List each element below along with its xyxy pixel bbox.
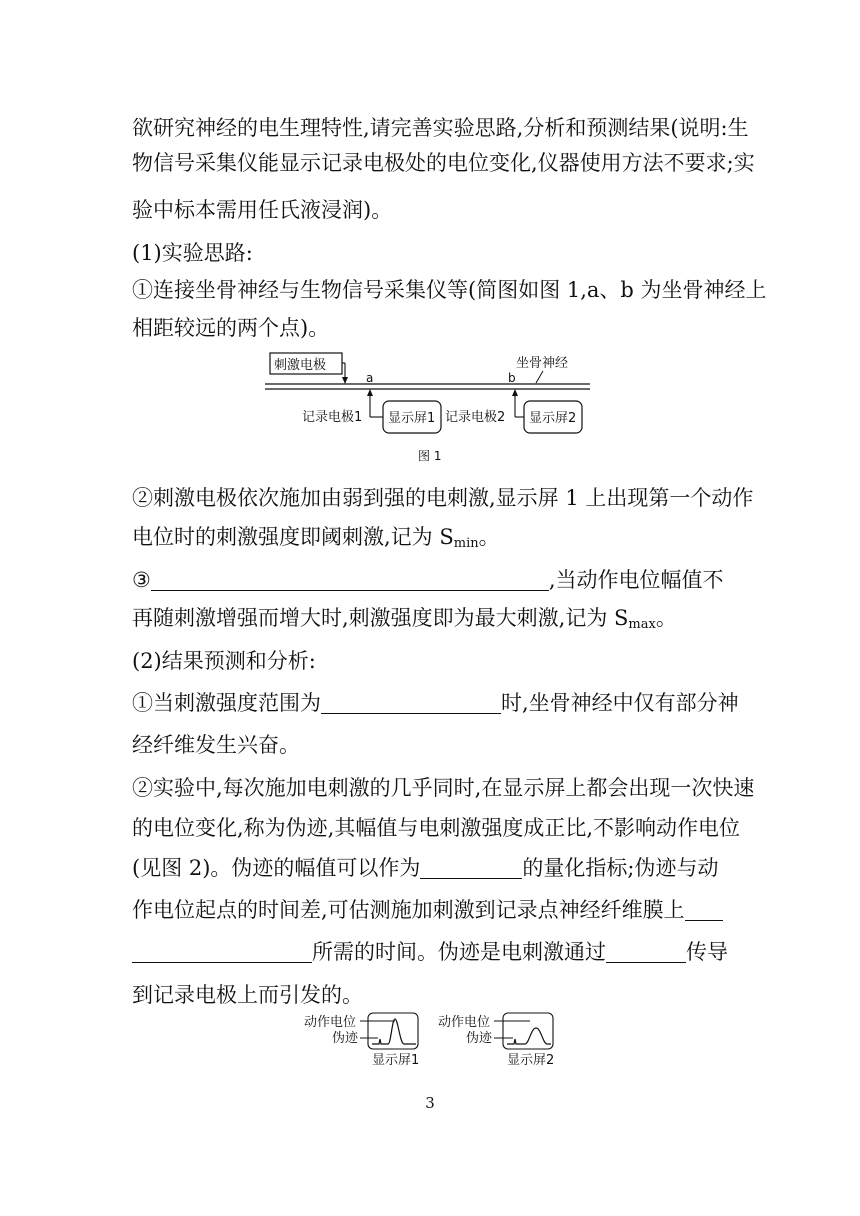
screen2-label: 显示屏2 [529, 411, 577, 426]
intro-line-3 [132, 195, 392, 225]
answer-blank-process-part1[interactable] [685, 898, 723, 921]
s-min-subscript: min [453, 536, 479, 551]
part2-heading: (2)结果预测和分析: [132, 649, 316, 673]
answer-blank-indicator[interactable] [420, 856, 522, 879]
figure-1-diagram [260, 345, 600, 470]
step3-line-1: ③ ,当动作电位幅值不 [132, 568, 724, 592]
page-number: 3 [425, 1094, 435, 1112]
rec2-label: 记录电极2 [445, 410, 506, 425]
result2-line-5: 所需的时间。伪迹是电刺激通过 传导 [132, 937, 728, 967]
fig2-trace-1 [372, 1019, 416, 1044]
rec1-arrowhead [367, 389, 373, 396]
intro-text-2: 物信号采集仪能显示记录电极处的电位变化,仪器使用方法不要求;实 [132, 151, 755, 175]
stim-electrode-label: 刺激电极 [274, 358, 327, 373]
result2-line-2: 的电位变化,称为伪迹,其幅值与电刺激强度成正比,不影响动作电位 [132, 816, 741, 840]
result2-line-3: (见图 2)。伪迹的幅值可以作为 的量化指标;伪迹与动 [132, 856, 719, 880]
result2-line-4: 作电位起点的时间差,可估测施加刺激到记录点神经纤维膜上 [132, 895, 723, 925]
result1-line-2: 经纤维发生兴奋。 [132, 733, 300, 757]
step1-line-1: ①连接坐骨神经与生物信号采集仪等(简图如图 1,a、b 为坐骨神经上 [132, 278, 767, 302]
result2-line-6: 到记录电极上而引发的。 [132, 983, 363, 1007]
step3-line-2: 再随刺激增强而增大时,刺激强度即为最大刺激,记为 $S_{max}$。 [132, 606, 677, 632]
fig2-ap-label-2: 动作电位 [438, 1015, 491, 1030]
figure-2-diagram [300, 1008, 570, 1068]
fig2-artifact-label-1: 伪迹 [332, 1031, 359, 1046]
intro-line-2 [132, 148, 755, 178]
rec2-arrowhead [512, 389, 518, 396]
fig2-artifact-label-2: 伪迹 [466, 1031, 493, 1046]
fig2-ap-label-1: 动作电位 [304, 1015, 357, 1030]
part1-heading: (1)实验思路: [132, 241, 253, 265]
result1-line-1: ①当刺激强度范围为 时,坐骨神经中仅有部分神 [132, 691, 739, 715]
rec1-label: 记录电极1 [302, 410, 363, 425]
answer-blank-range[interactable] [321, 691, 501, 714]
stim-arrowhead [342, 377, 348, 384]
s-max-subscript: max [628, 617, 656, 632]
screen1-label: 显示屏1 [388, 411, 436, 426]
nerve-label-pointer [536, 371, 543, 383]
result2-line-1: ②实验中,每次施加电刺激的几乎同时,在显示屏上都会出现一次快速 [132, 776, 755, 800]
intro-line-1 [132, 113, 749, 143]
fig2-screen-2-label: 显示屏2 [507, 1053, 555, 1068]
intro-text-3: 验中标本需用任氏液浸润)。 [132, 198, 393, 222]
figure-1-caption: 图 1 [418, 449, 442, 463]
step1-line-2: 相距较远的两个点)。 [132, 316, 330, 340]
fig2-screen-1-label: 显示屏1 [372, 1053, 420, 1068]
intro-text-1: 欲研究神经的电生理特性,请完善实验思路,分析和预测结果(说明:生 [132, 116, 749, 140]
step2-line-2: 电位时的刺激强度即阈刺激,记为 $S_{min}$。 [132, 525, 500, 551]
point-a-label: a [366, 371, 374, 385]
step2-line-1: ②刺激电极依次施加由弱到强的电刺激,显示屏 1 上出现第一个动作 [132, 486, 754, 510]
point-b-label: b [508, 371, 516, 385]
answer-blank-process-part2[interactable] [132, 940, 312, 963]
answer-blank-medium[interactable] [606, 940, 686, 963]
answer-blank-step3[interactable] [151, 568, 549, 591]
nerve-label: 坐骨神经 [516, 356, 569, 371]
fig2-trace-2 [507, 1028, 551, 1044]
